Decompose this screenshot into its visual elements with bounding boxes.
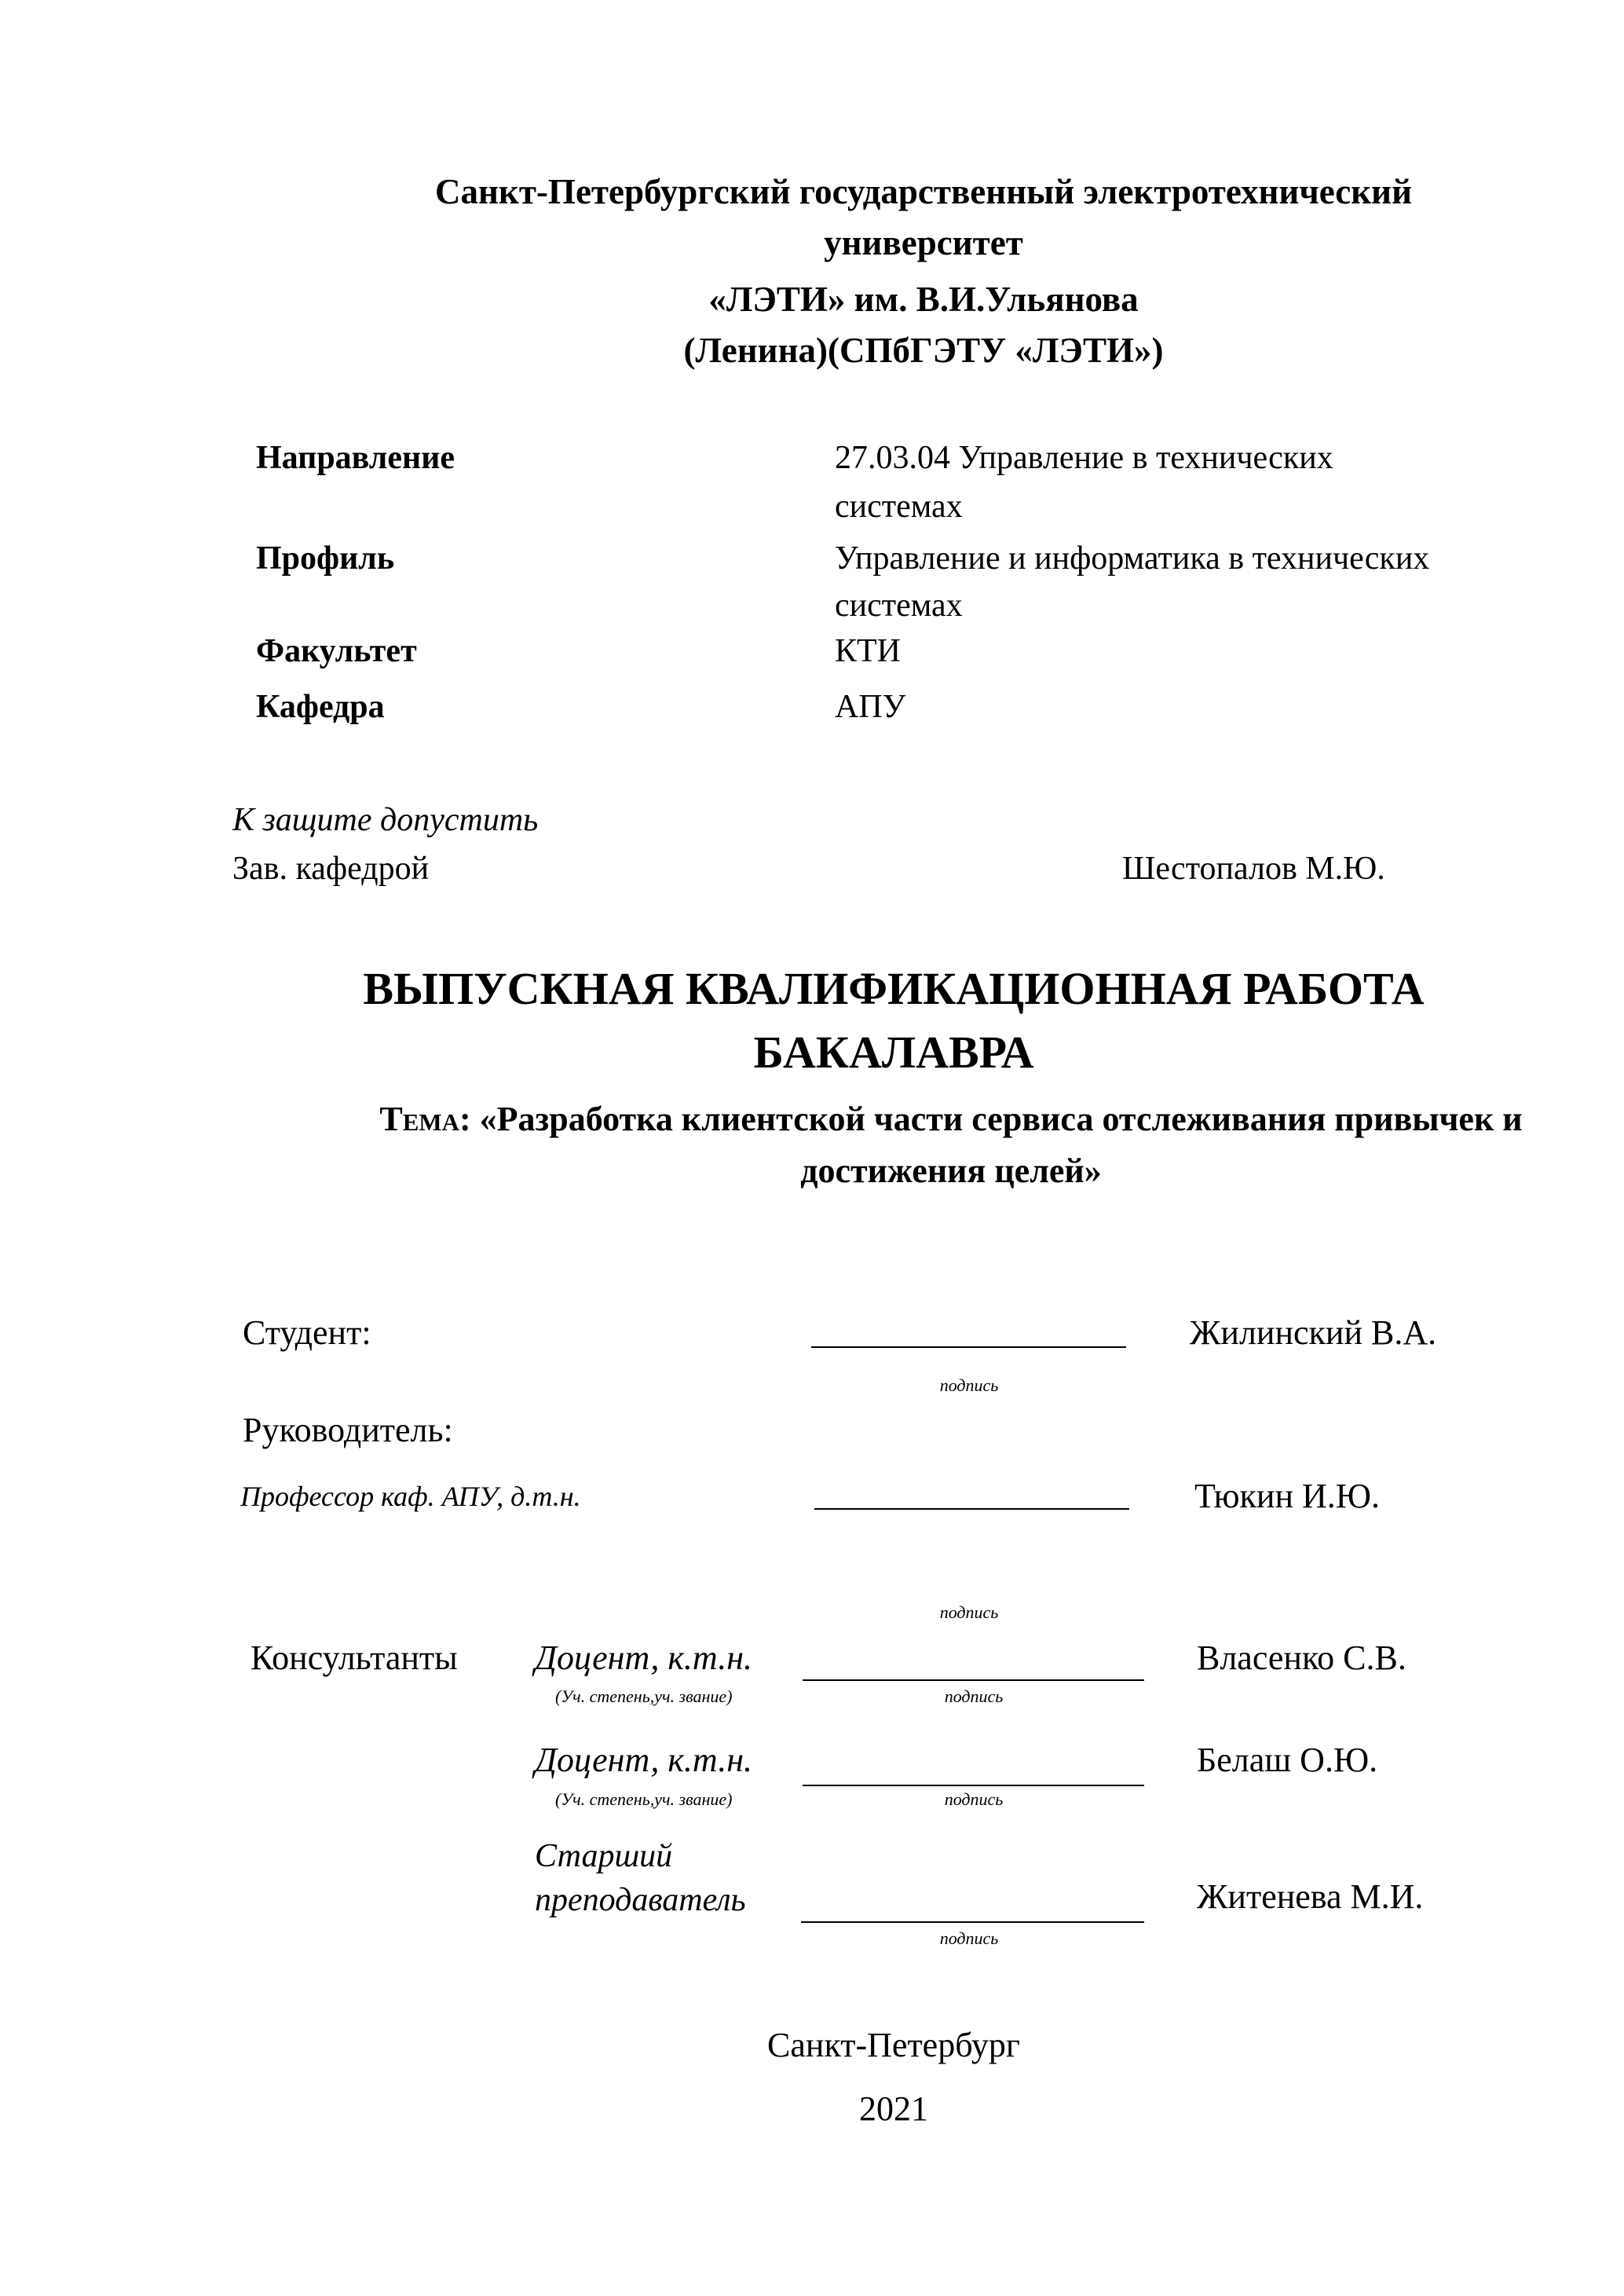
student-name: Жилинский В.А. <box>1190 1313 1437 1352</box>
university-name-line4: (Ленина)(СПбГЭТУ «ЛЭТИ») <box>683 331 1164 370</box>
consultant-name: Житенева М.И. <box>1197 1877 1424 1916</box>
university-name-line3: «ЛЭТИ» им. В.И.Ульянова <box>708 280 1139 319</box>
university-name-line1: Санкт-Петербургский государственный электротехнический <box>434 172 1413 211</box>
consultant-signature-line <box>803 1679 1144 1681</box>
consultant-position: Доцент, к.т.н. <box>535 1639 753 1677</box>
topic-text: «Разработка клиентской части сервиса отслеживания привычек и <box>479 1100 1523 1138</box>
student-signature-line <box>811 1346 1126 1348</box>
work-title-line1: ВЫПУСКНАЯ КВАЛИФИКАЦИОННАЯ РАБОТА <box>363 963 1425 1014</box>
direction-label: Направление <box>256 440 455 476</box>
topic-prefix: Тема: <box>379 1100 471 1138</box>
consultants-label: Консультанты <box>251 1639 458 1677</box>
supervisor-name: Тюкин И.Ю. <box>1194 1477 1381 1515</box>
signature-caption: подпись <box>944 1686 1004 1706</box>
topic-line2: достижения целей» <box>800 1152 1102 1190</box>
supervisor-label: Руководитель: <box>243 1411 453 1449</box>
signature-caption: подпись <box>939 1928 999 1948</box>
city: Санкт-Петербург <box>767 2026 1020 2064</box>
consultant-position-line1: Старший <box>535 1838 673 1874</box>
department-value: АПУ <box>835 689 906 725</box>
consultant-signature-line <box>801 1921 1144 1923</box>
faculty-value: КТИ <box>835 633 901 669</box>
faculty-label: Факультет <box>256 633 417 669</box>
admit-to-defense: К защите допустить <box>232 802 539 838</box>
signature-caption: подпись <box>939 1602 999 1622</box>
profile-label: Профиль <box>256 540 395 577</box>
consultant-position-line2: преподаватель <box>535 1882 746 1918</box>
head-of-department-name: Шестопалов М.Ю. <box>1122 851 1385 887</box>
supervisor-position: Профессор каф. АПУ, д.т.н. <box>240 1481 581 1512</box>
consultant-signature-line <box>803 1785 1144 1786</box>
supervisor-signature-line <box>814 1508 1129 1510</box>
university-name-line2: университет <box>824 223 1023 262</box>
student-label: Студент: <box>243 1313 371 1352</box>
head-of-department-label: Зав. кафедрой <box>232 851 430 887</box>
degree-caption: (Уч. степень,уч. звание) <box>555 1686 733 1706</box>
work-title-line2: БАКАЛАВРА <box>753 1027 1034 1078</box>
signature-caption: подпись <box>944 1789 1004 1809</box>
direction-value: 27.03.04 Управление в технических <box>835 440 1333 476</box>
signature-caption: подпись <box>939 1375 999 1395</box>
degree-caption: (Уч. степень,уч. звание) <box>555 1789 733 1809</box>
consultant-position: Доцент, к.т.н. <box>535 1741 753 1779</box>
profile-value: Управление и информатика в технических <box>835 540 1430 577</box>
year: 2021 <box>859 2089 928 2128</box>
department-label: Кафедра <box>256 689 385 725</box>
profile-value-cont: системах <box>835 588 963 624</box>
topic-line1 <box>379 1102 1522 1137</box>
consultant-name: Белаш О.Ю. <box>1197 1741 1378 1779</box>
consultant-name: Власенко С.В. <box>1197 1639 1406 1677</box>
direction-value-cont: системах <box>835 489 963 525</box>
